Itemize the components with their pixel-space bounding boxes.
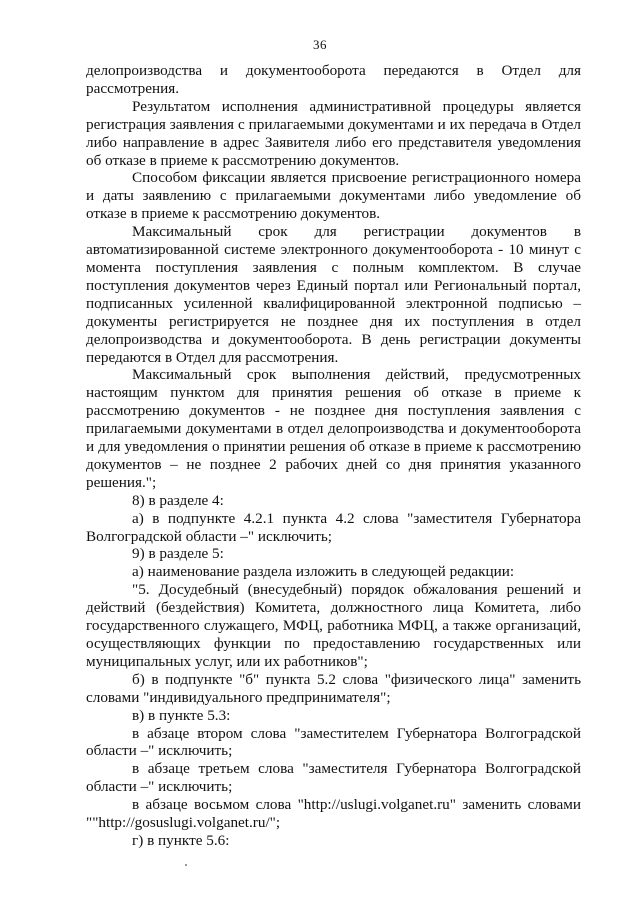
paragraph: в абзаце восьмом слова "http://uslugi.volganet.ru" заменить словами ""http://gosuslugi.volganet.ru/";	[86, 796, 581, 832]
paragraph: в абзаце втором слова "заместителем Губернатора Волгоградской области –" исключить;	[86, 724, 581, 760]
paragraph: в абзаце третьем слова "заместителя Губернатора Волгоградской области –" исключить;	[86, 760, 581, 796]
paragraph: Максимальный срок выполнения действий, предусмотренных настоящим пунктом для принятия решения об отказе в приеме к рассмотрению документов - не позднее дня поступления заявления с прилагаемыми документами в отдел делопроизводства и документооборота и для уведомления о принятии решения об отказе в приеме к рассмотрению документов – не позднее 2 рабочих дней со дня принятия указанного решения.";	[86, 366, 581, 491]
paragraph-item: в) в пункте 5.3:	[132, 706, 231, 724]
paragraph-item: б) в подпункте "б" пункта 5.2 слова "физического лица" заменить словами "индивидуального предпринимателя";	[86, 670, 581, 706]
paragraph: Максимальный срок для регистрации документов в автоматизированной системе электронного документооборота - 10 минут с момента поступления заявления с полным комплектом. В случае поступления документов через Единый портал или Региональный портал, подписанных усиленной квалифицированной электронной подписью – документы регистрируется не позднее дня их поступления в отдел делопроизводства и документооборота. В день регистрации документы передаются в Отдел для рассмотрения.	[86, 223, 581, 366]
paragraph-continuation: делопроизводства и документооборота передаются в Отдел для рассмотрения.	[86, 62, 581, 97]
paragraph-quote: "5. Досудебный (внесудебный) порядок обжалования решений и действий (бездействия) Комитета, должностного лица Комитета, либо государственного служащего, МФЦ, работника МФЦ, а также организаций, осуществляющих функции по предоставлению государственных или муниципальных услуг, или их работников";	[86, 581, 581, 670]
paragraph: Способом фиксации является присвоение регистрационного номера и даты заявлению с прилагаемыми документами либо уведомление об отказе в приеме к рассмотрению документов.	[86, 169, 581, 223]
page-number: 36	[313, 37, 327, 52]
paragraph-item: а) в подпункте 4.2.1 пункта 4.2 слова "заместителя Губернатора Волгоградской области –" исключить;	[86, 509, 581, 545]
document-body	[86, 62, 581, 850]
paragraph-item: а) наименование раздела изложить в следующей редакции:	[132, 563, 515, 581]
paragraph-item: 8) в разделе 4:	[132, 491, 224, 509]
scan-speck	[185, 864, 187, 866]
paragraph-item: 9) в разделе 5:	[132, 545, 224, 563]
paragraph-item: г) в пункте 5.6:	[132, 831, 230, 849]
paragraph: Результатом исполнения административной процедуры является регистрация заявления с прилагаемыми документами и их передача в Отдел либо направление в адрес Заявителя либо его представителя уведомления об отказе в приеме к рассмотрению документов.	[86, 97, 581, 169]
